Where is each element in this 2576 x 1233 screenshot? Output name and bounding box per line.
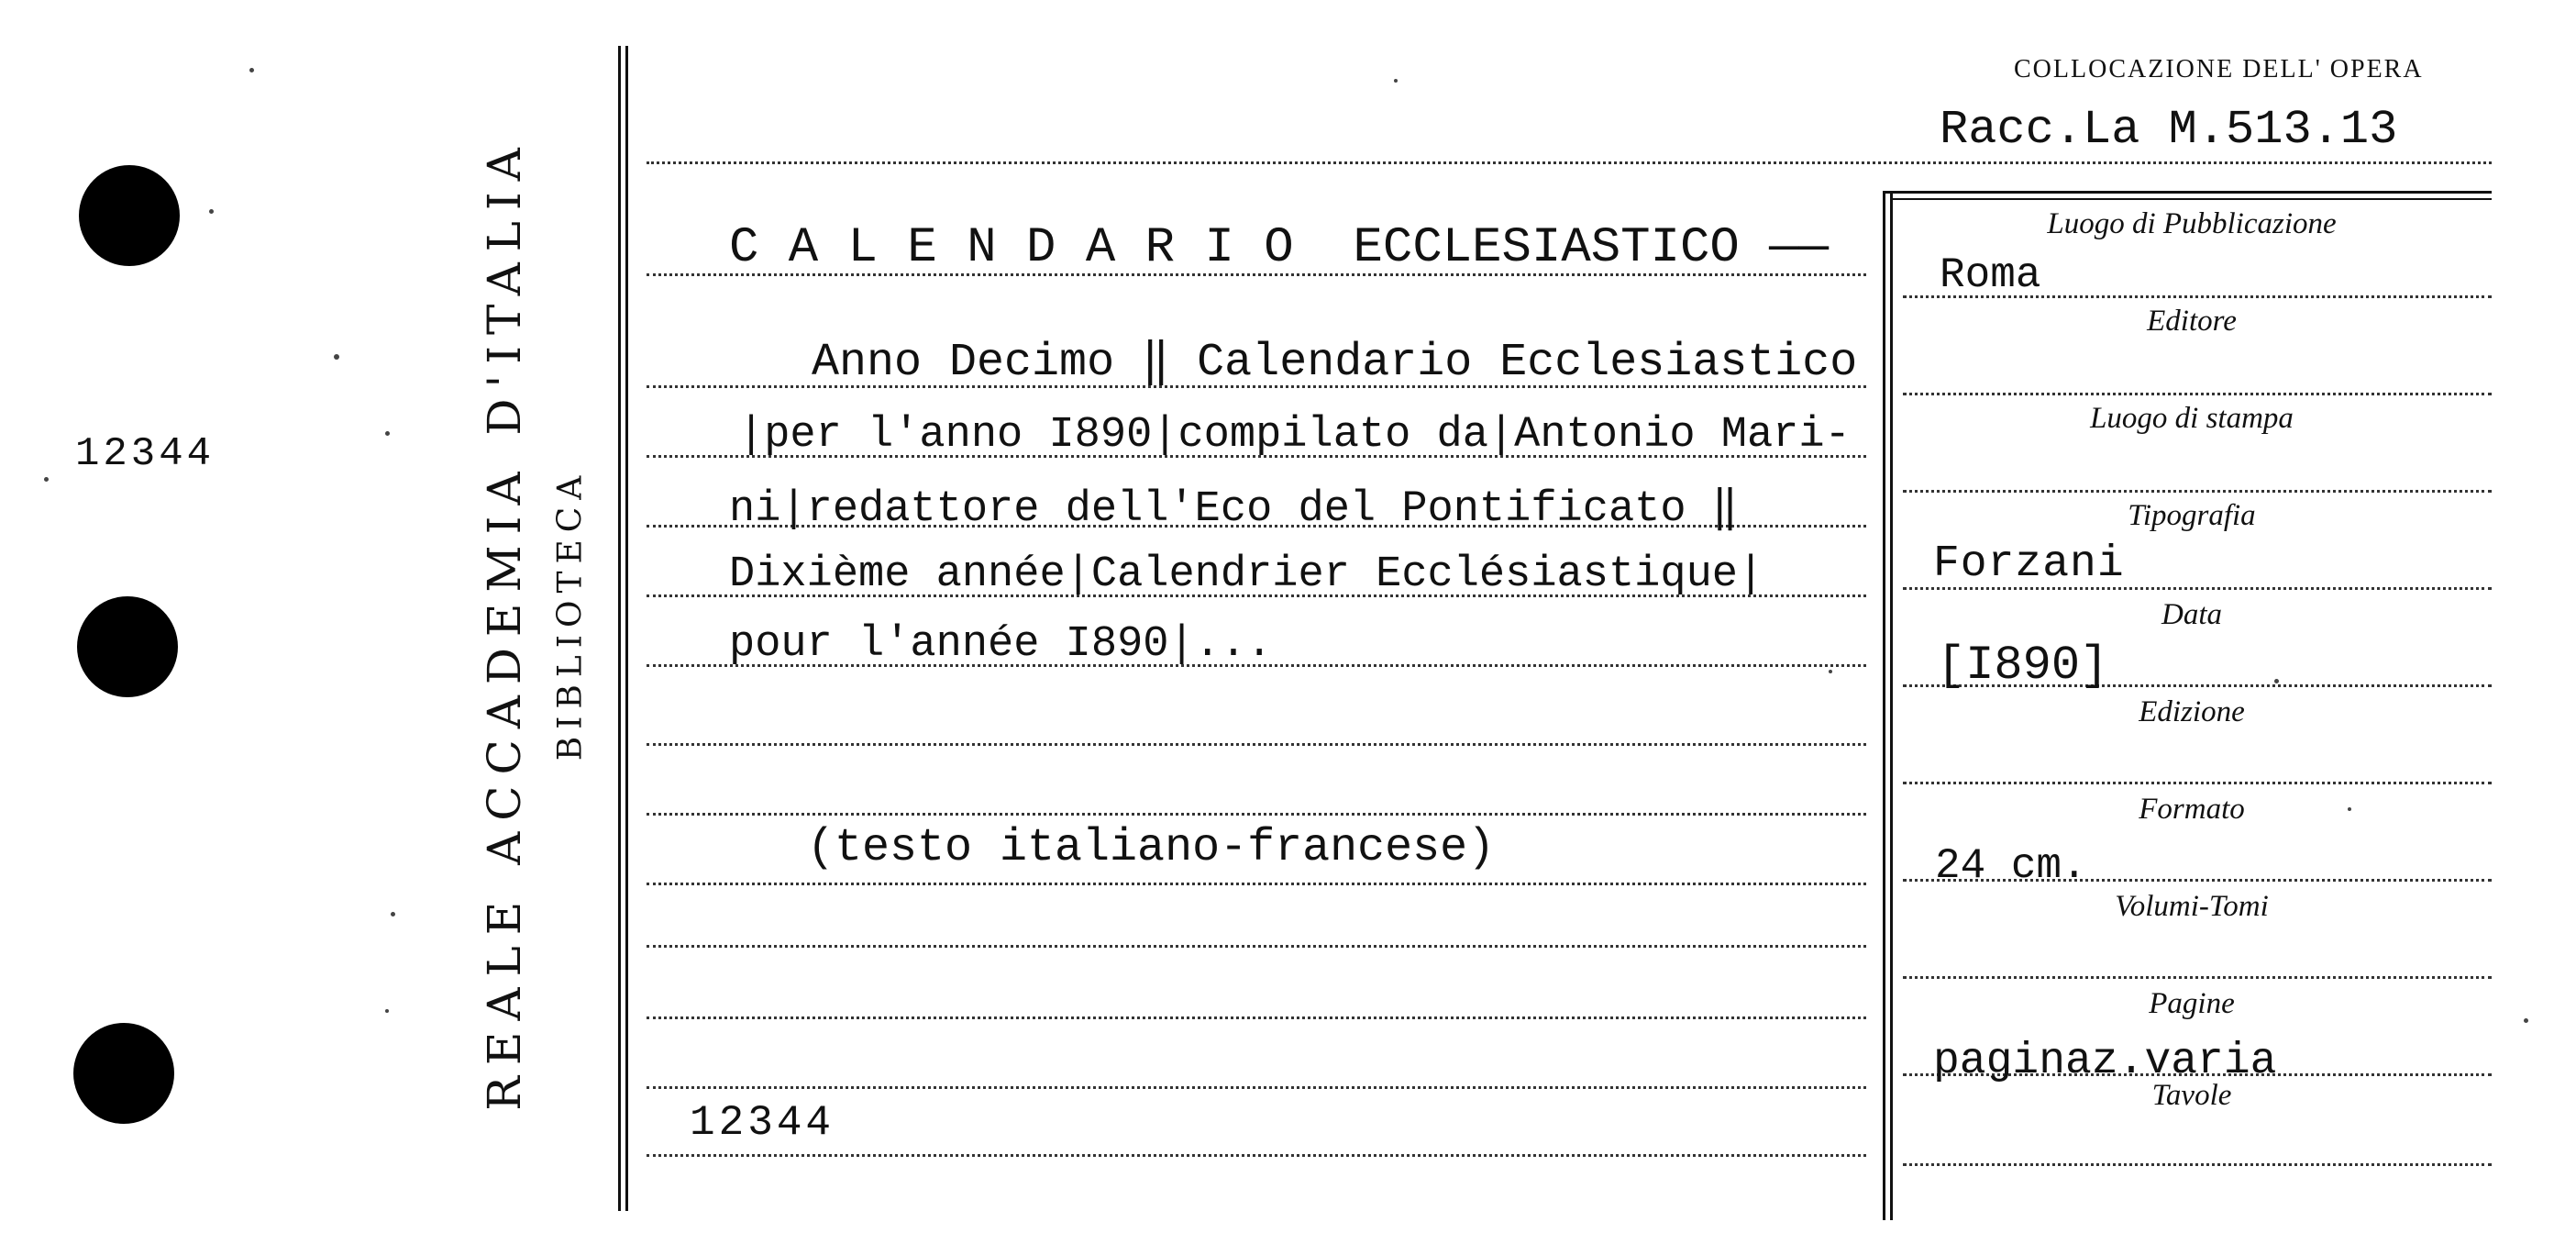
field-line-6 [1903, 782, 2492, 784]
record-line-text-2: |per l'anno I890|compilato da|Antonio Mari- [738, 411, 1851, 460]
smudge [209, 209, 214, 214]
smudge [1829, 670, 1832, 673]
field-value-pages: paginaz.varia [1933, 1037, 2277, 1086]
record-line-12 [647, 1086, 1866, 1089]
field-value-format: 24 cm. [1935, 842, 2087, 890]
field-label-plates: Tavole [2151, 1079, 2232, 1112]
record-line-text-5: pour l'année I890|... [729, 620, 1273, 669]
smudge [249, 68, 254, 72]
smudge [2274, 679, 2279, 683]
field-value-place-of-publication: Roma [1940, 251, 2041, 299]
location-label: COLLOCAZIONE DELL' OPERA [2014, 55, 2424, 83]
library-name: BIBLIOTECA [551, 468, 590, 761]
record-line-text-3: ni|redattore dell'Eco del Pontificato ‖ [729, 485, 1739, 534]
smudge [385, 431, 390, 436]
smudge [334, 354, 339, 360]
punch-hole-middle [77, 596, 178, 697]
record-title: C A L E N D A R I O ECCLESIASTICO —— [729, 220, 1829, 276]
field-label-volumes: Volumi-Tomi [2115, 890, 2269, 923]
left-double-rule-b [625, 46, 628, 1211]
institution-name: REALE ACCADEMIA D'ITALIA [478, 137, 531, 1111]
smudge [391, 912, 395, 916]
field-label-place-of-printing: Luogo di stampa [2090, 402, 2294, 435]
field-label-printer: Tipografia [2128, 499, 2256, 532]
field-line-8 [1903, 976, 2492, 979]
smudge [2524, 1018, 2528, 1023]
record-line-text-4: Dixième année|Calendrier Ecclésiastique| [729, 550, 1764, 599]
left-double-rule-a [618, 46, 621, 1211]
record-line-9 [647, 883, 1866, 885]
location-value: Racc.La M.513.13 [1940, 103, 2398, 157]
bottom-number: 12344 [690, 1099, 835, 1147]
record-line-11 [647, 1016, 1866, 1019]
field-value-date: [I890] [1937, 639, 2109, 693]
record-line-13 [647, 1154, 1866, 1157]
record-note: (testo italiano-francese) [807, 822, 1496, 874]
punch-hole-bottom [73, 1023, 174, 1124]
field-label-edition: Edizione [2139, 695, 2245, 728]
field-label-publisher: Editore [2147, 305, 2237, 338]
field-label-date: Data [2161, 598, 2222, 631]
smudge [385, 1009, 389, 1013]
fields-box-top-rule [1883, 191, 2492, 194]
record-line-7 [647, 743, 1866, 746]
field-label-pages: Pagine [2149, 987, 2235, 1020]
record-line-10 [647, 945, 1866, 948]
smudge [44, 477, 49, 482]
fields-box-top-rule-2 [1890, 198, 2492, 200]
location-dotted-line [647, 161, 2492, 164]
right-double-rule-a [1883, 193, 1885, 1220]
punch-hole-top [79, 165, 180, 266]
smudge [2348, 807, 2351, 811]
field-line-2 [1903, 393, 2492, 395]
right-double-rule-b [1890, 193, 1893, 1220]
field-line-10 [1903, 1163, 2492, 1166]
field-label-place-of-publication: Luogo di Pubblicazione [2047, 207, 2337, 240]
field-label-format: Formato [2139, 793, 2245, 826]
record-line-8 [647, 813, 1866, 816]
smudge [1394, 79, 1398, 83]
field-value-printer: Forzani [1933, 539, 2125, 589]
record-line-text-1: Anno Decimo ‖ Calendario Ecclesiastico [729, 337, 1858, 389]
side-number: 12344 [75, 431, 216, 477]
field-line-3 [1903, 490, 2492, 493]
